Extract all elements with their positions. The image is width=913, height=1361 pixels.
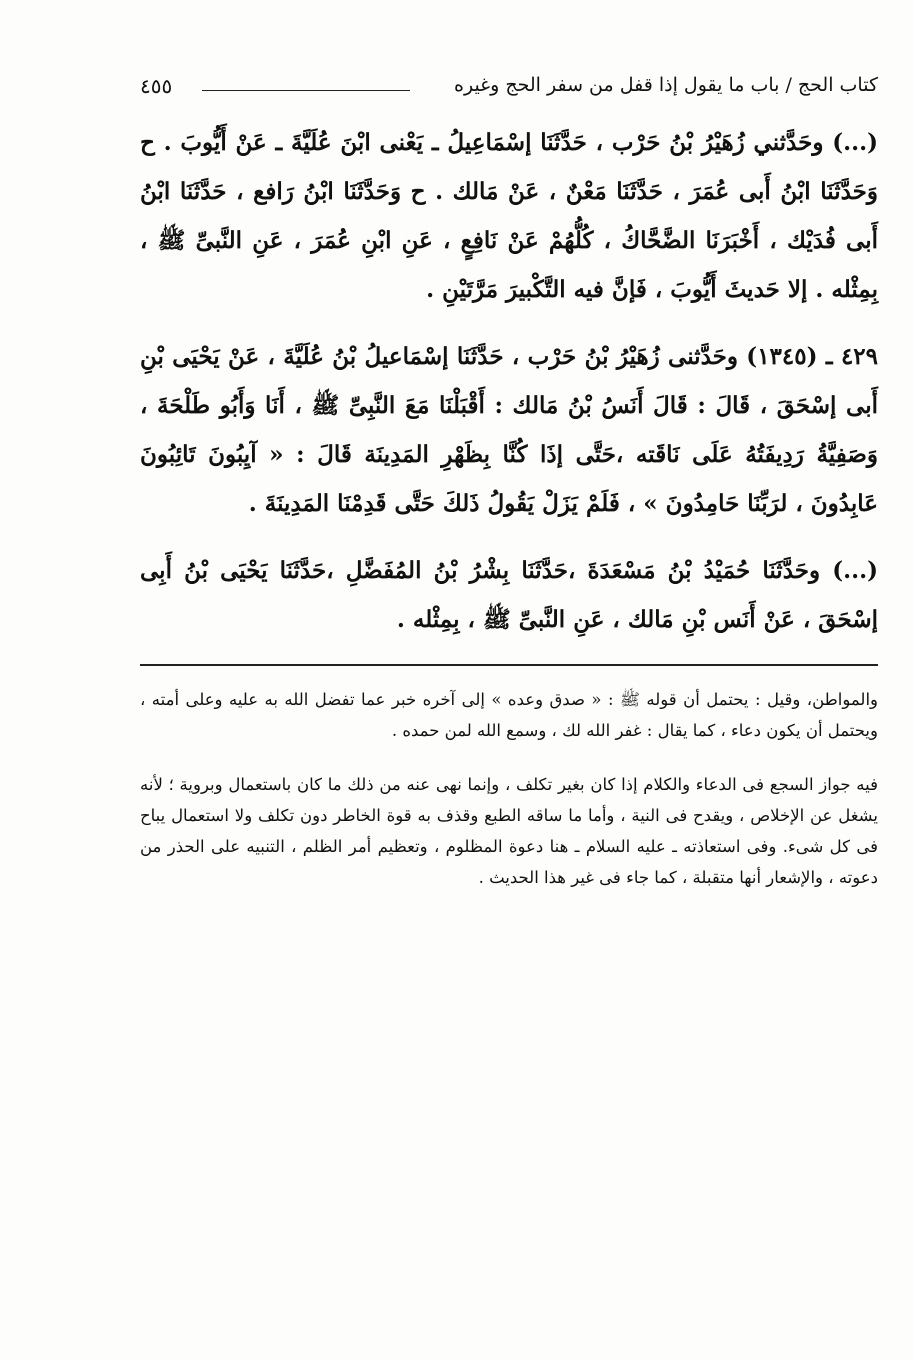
hadith-paragraph: (...) وحَدَّثني زُهَيْرُ بْنُ حَرْب ، حَدَّثَنَا إسْمَاعِيلُ ـ يَعْنى ابْنَ عُلَيَّةَ ـ عَنْ أَيُّوبَ . ح وَحَدَّثَنَا ابْنُ أَبى عُمَرَ ، حَدَّثَنَا مَعْنٌ ، عَنْ مَالك . ح وَحَدَّثَنَا ابْنُ رَافع ، حَدَّثَنَا ابْنُ أَبى فُدَيْك ، أَخْبَرَنَا الضَّحَّاكُ ، كُلُّهُمْ عَنْ نَافِعٍ ، عَنِ ابْنِ عُمَرَ ، عَنِ النَّبىِّ ﷺ ، بِمِثْله . إلا حَديثَ أَيُّوبَ ، فَإنَّ فيه التَّكْبيرَ مَرَّتَيْنِ . [140,129,879,303]
commentary-notes [140,684,878,893]
footnote-separator [140,664,878,666]
commentary-paragraph: والمواطن، وقيل : يحتمل أن قوله ﷺ : « صدق وعده » إلى آخره خبر عما تفضل الله به عليه وعلى أمته ، ويحتمل أن يكون دعاء ، كما يقال : غفر الله لك ، وسمع الله لمن حمده . [140,690,878,740]
running-header [140,72,878,104]
page-number: ٤٥٥ [140,74,173,98]
commentary-paragraph: فيه جواز السجع فى الدعاء والكلام إذا كان بغير تكلف ، وإنما نهى عنه من ذلك ما كان باستعمال وبروية ؛ لأنه يشغل عن الإخلاص ، ويقدح فى النية ، وأما ما ساقه الطبع وقذف به قوة الخاطر دون تكلف ولا استعمال يباح فى كل شىء. وفى استعاذته ـ عليه السلام ـ هنا دعوة المظلوم ، وتعظيم أمر الظلم ، التنبيه على الحذر من دعوته ، والإشعار أنها متقبلة ، كما جاء فى غير هذا الحديث . [140,775,878,887]
hadith-text [140,118,878,644]
hadith-paragraph: ٤٢٩ ـ (١٣٤٥) وحَدَّثنى زُهَيْرُ بْنُ حَرْب ، حَدَّثَنَا إسْمَاعيلُ بْنُ عُلَيَّةَ ، عَنْ يَحْيَى بْنِ أَبى إسْحَقَ ، قَالَ : قَالَ أَنَسُ بْنُ مَالك : أَقْبَلْنَا مَعَ النَّبِىِّ ﷺ ، أَنَا وَأَبُو طَلْحَةَ ، وَصَفِيَّةُ رَدِيفَتُهُ عَلَى نَاقَته ،حَتَّى إذَا كُنَّا بِظَهْرِ المَدِينَة قَالَ : « آيِبُونَ تَائِبُونَ عَابِدُونَ ، لرَبِّنَا حَامِدُونَ » ، فَلَمْ يَزَلْ يَقُولُ ذَلكَ حَتَّى قَدِمْنَا المَدِينَةَ . [140,343,879,517]
chapter-title: كتاب الحج / باب ما يقول إذا قفل من سفر الحج وغيره [454,74,878,96]
header-rule [202,90,410,91]
hadith-paragraph: (...) وحَدَّثَنَا حُمَيْدُ بْنُ مَسْعَدَةَ ،حَدَّثَنَا بِشْرُ بْنُ المُفَضَّلِ ،حَدَّثَنَا يَحْيَى بْنُ أَبِى إسْحَقَ ، عَنْ أَنَس بْنِ مَالك ، عَنِ النَّبىِّ ﷺ ، بِمِثْله . [140,557,878,633]
